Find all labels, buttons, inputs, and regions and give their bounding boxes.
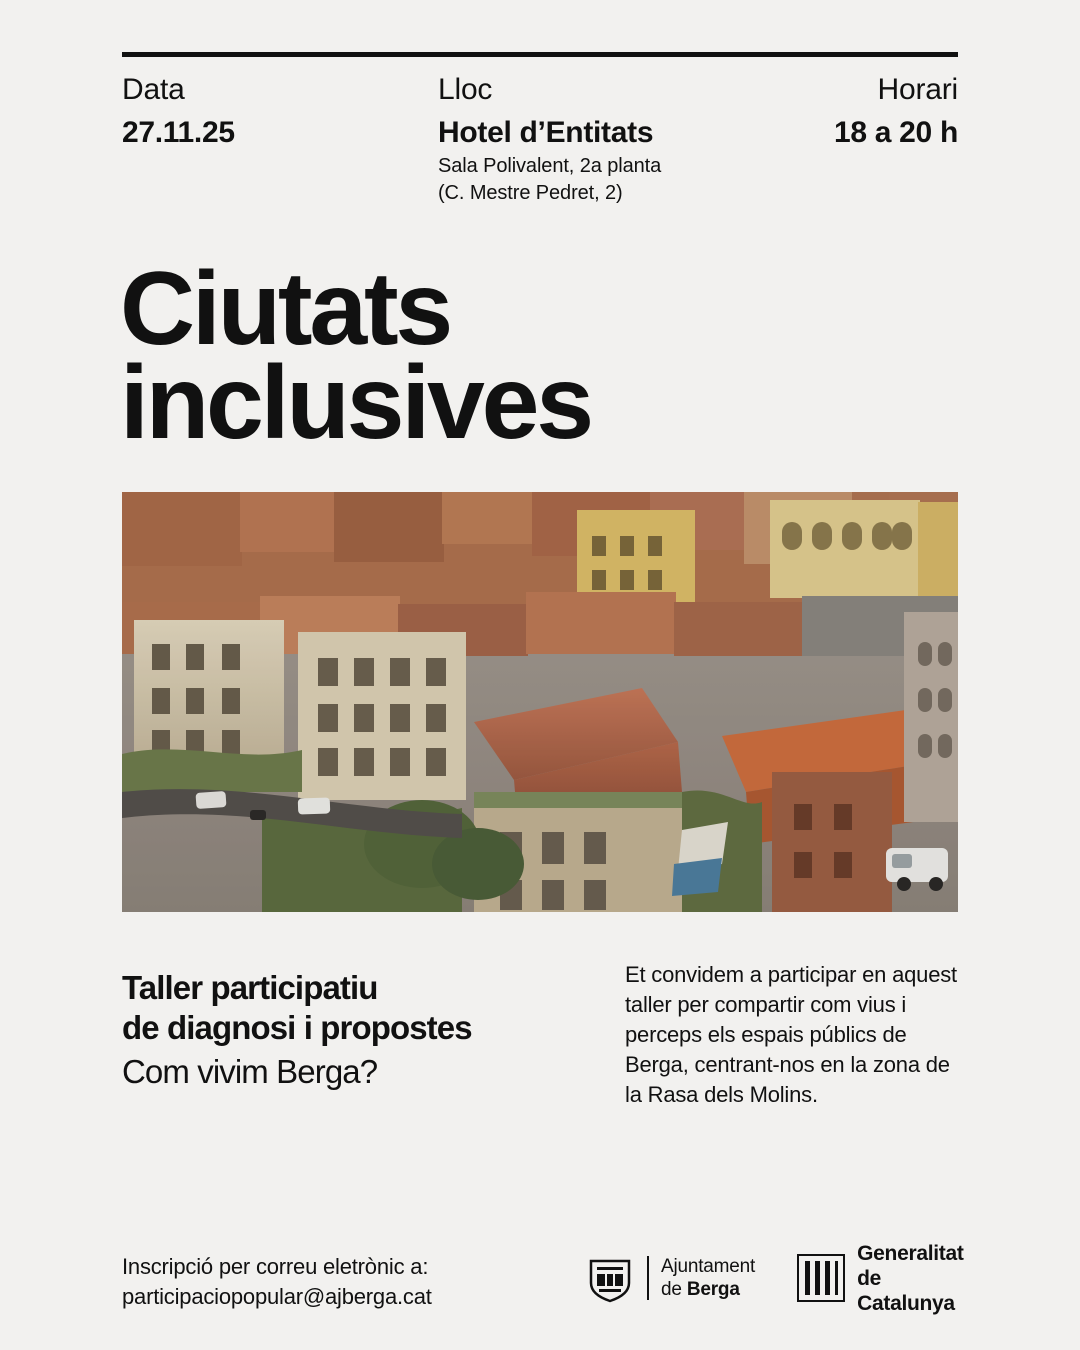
top-divider-rule <box>122 52 958 57</box>
meta-date-block <box>122 70 438 153</box>
event-meta-row <box>122 70 958 207</box>
photo-illustration <box>122 492 958 912</box>
time-label: Horari <box>877 73 958 106</box>
registration-label: Inscripció per correu eletrònic a: <box>122 1254 429 1279</box>
generalitat-line2: de Catalunya <box>857 1266 955 1315</box>
date-value: 27.11.25 <box>122 116 235 149</box>
workshop-subhead: Com vivim Berga? <box>122 1053 378 1090</box>
logo-divider <box>647 1256 649 1300</box>
place-label: Lloc <box>438 73 493 106</box>
place-value: Hotel d’Entitats <box>438 116 654 149</box>
institutional-logos <box>585 1241 965 1315</box>
city-rooftops-photo <box>122 492 958 912</box>
logo-generalitat-de-catalunya <box>797 1241 965 1316</box>
generalitat-line1: Generalitat <box>857 1241 964 1265</box>
ajuntament-line2-bold: Berga <box>686 1279 740 1300</box>
place-line2: Sala Polivalent, 2a planta <box>438 155 662 177</box>
logo-ajuntament-de-berga <box>585 1253 755 1303</box>
time-value: 18 a 20 h <box>833 116 958 149</box>
ajuntament-line1: Ajuntament <box>661 1256 756 1277</box>
title-line-1: Ciutats <box>120 251 451 367</box>
berga-coat-of-arms-icon <box>585 1253 635 1303</box>
registration-email[interactable]: participaciopopular@ajberga.cat <box>122 1284 432 1309</box>
ajuntament-wordmark <box>661 1255 755 1301</box>
workshop-copy-block <box>122 968 592 1093</box>
title-line-2: inclusives <box>120 345 591 461</box>
meta-place-block <box>438 70 826 207</box>
workshop-headline-line2: de diagnosi i propostes <box>122 1009 472 1046</box>
date-label: Data <box>122 73 185 106</box>
workshop-headline-line1: Taller participatiu <box>122 969 378 1006</box>
place-line3: (C. Mestre Pedret, 2) <box>438 182 623 204</box>
workshop-description: Et convidem a participar en aquest taller per compartir com vius i perceps els espais públics de Berga, centrant-nos en la zona de la Rasa dels Molins. <box>625 962 957 1107</box>
page-title <box>120 251 980 461</box>
registration-contact <box>122 1252 562 1312</box>
generalitat-wordmark <box>857 1241 965 1316</box>
meta-time-block <box>826 70 958 153</box>
generalitat-four-bars-icon <box>797 1254 845 1302</box>
ajuntament-line2-prefix: de <box>661 1279 687 1300</box>
